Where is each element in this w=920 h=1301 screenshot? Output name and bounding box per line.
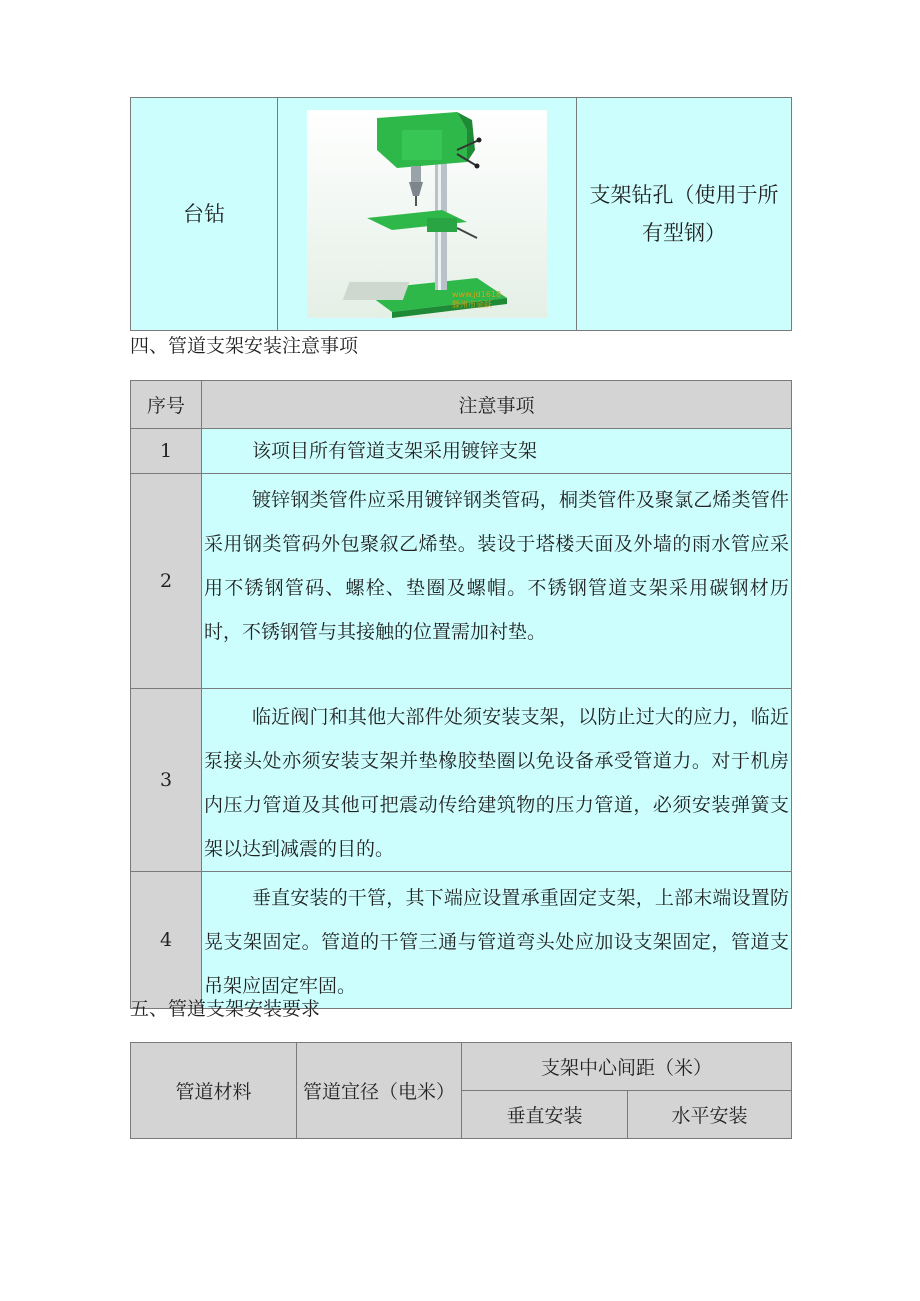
section-4-heading: 四、管道支架安装注意事项	[130, 335, 359, 357]
image-watermark: www.jd1618 滕州市金跃	[452, 290, 502, 309]
tool-name: 台钻	[183, 202, 225, 226]
requirements-table	[130, 1042, 792, 1139]
table-row	[131, 872, 792, 1009]
header-number: 序号	[131, 381, 202, 429]
header-horizontal: 水平安装	[628, 1091, 792, 1139]
table-row	[131, 429, 792, 474]
table-header-row	[131, 1043, 792, 1091]
row-number: 2	[131, 474, 202, 689]
tool-name-cell	[131, 98, 278, 331]
tool-table	[130, 97, 792, 331]
header-material: 管道材料	[131, 1043, 297, 1139]
table-row	[131, 98, 792, 331]
table-row	[131, 474, 792, 689]
row-number: 4	[131, 872, 202, 1009]
header-spacing: 支架中心间距（米）	[462, 1043, 792, 1091]
header-diameter: 管道宜径（电米）	[297, 1043, 462, 1139]
tool-usage: 支架钻孔（使用于所有型钢）	[589, 183, 779, 245]
tool-image-cell	[278, 98, 577, 331]
row-text: 该项目所有管道支架采用镀锌支架	[202, 429, 792, 474]
tool-usage-cell	[577, 98, 792, 331]
header-vertical: 垂直安装	[462, 1091, 628, 1139]
table-row	[131, 689, 792, 872]
row-text: 垂直安装的干管，其下端应设置承重固定支架，上部末端设置防晃支架固定。管道的干管三通与管道弯头处应加设支架固定，管道支吊架应固定牢固。	[202, 872, 792, 1009]
header-content: 注意事项	[202, 381, 792, 429]
drill-press-image	[307, 110, 547, 318]
section-5-heading: 五、管道支架安装要求	[130, 998, 321, 1020]
row-number: 3	[131, 689, 202, 872]
table-header-row	[131, 381, 792, 429]
drill-press-icon	[307, 110, 547, 318]
row-text: 镀锌钢类管件应采用镀锌钢类管码，桐类管件及聚氯乙烯类管件采用钢类管码外包聚叙乙烯垫。装设于塔楼天面及外墙的雨水管应采用不锈钢管码、螺栓、垫圈及螺帽。不锈钢管道支架采用碳钢材历时，不锈钢管与其接触的位置需加衬垫。	[202, 474, 792, 689]
row-text: 临近阀门和其他大部件处须安装支架，以防止过大的应力，临近泵接头处亦须安装支架并垫橡胶垫圈以免设备承受管道力。对于机房内压力管道及其他可把震动传给建筑物的压力管道，必须安装弹簧支架以达到减震的目的。	[202, 689, 792, 872]
row-number: 1	[131, 429, 202, 474]
notes-table	[130, 380, 792, 1009]
